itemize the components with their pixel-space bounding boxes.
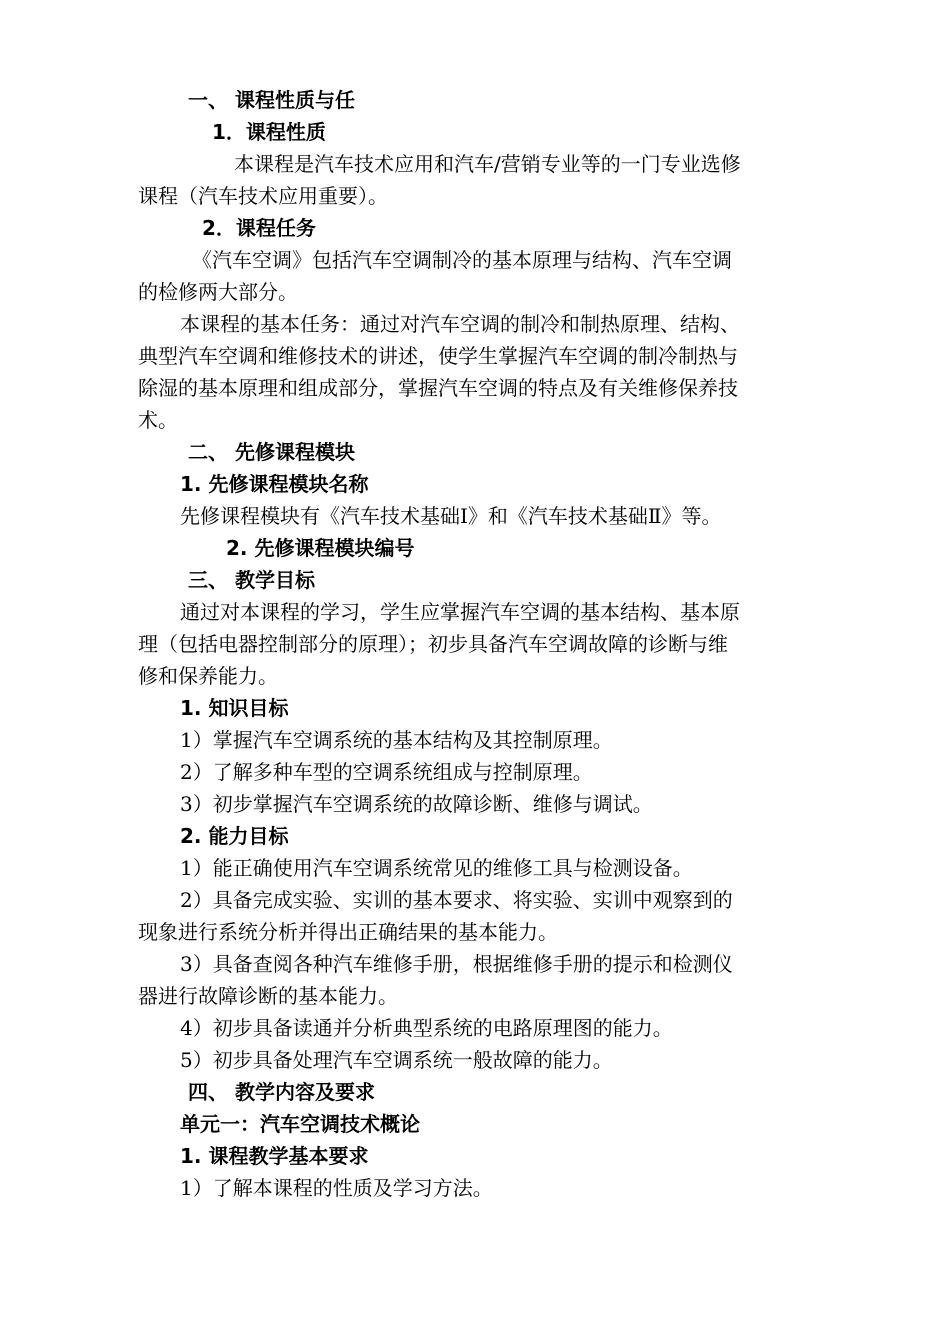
paragraph-line: 《汽车空调》包括汽车空调制冷的基本原理与结构、汽车空调 bbox=[192, 248, 732, 272]
paragraph-line: 课程（汽车技术应用重要）。 bbox=[138, 184, 388, 208]
paragraph-line: 先修课程模块有《汽车技术基础Ⅰ》和《汽车技术基础Ⅱ》等。 bbox=[180, 504, 722, 528]
subsection-prereq-name: 1. 先修课程模块名称 bbox=[180, 472, 369, 496]
list-item: 2）了解多种车型的空调系统组成与控制原理。 bbox=[180, 760, 593, 784]
paragraph-line: 的检修两大部分。 bbox=[138, 280, 298, 304]
section-4-heading: 四、 教学内容及要求 bbox=[188, 1080, 375, 1104]
paragraph-line: 术。 bbox=[138, 408, 178, 432]
subsection-prereq-code: 2. 先修课程模块编号 bbox=[226, 536, 415, 560]
list-item: 3）具备查阅各种汽车维修手册，根据维修手册的提示和检测仪 bbox=[180, 952, 733, 976]
subsection-basic-requirements: 1. 课程教学基本要求 bbox=[180, 1144, 369, 1168]
list-item: 4）初步具备读通并分析典型系统的电路原理图的能力。 bbox=[180, 1016, 673, 1040]
section-1-heading: 一、 课程性质与任 bbox=[188, 88, 355, 112]
list-item: 1）掌握汽车空调系统的基本结构及其控制原理。 bbox=[180, 728, 613, 752]
section-3-heading: 三、 教学目标 bbox=[188, 568, 315, 592]
list-item: 1）能正确使用汽车空调系统常见的维修工具与检测设备。 bbox=[180, 856, 693, 880]
subsection-course-nature: 1．课程性质 bbox=[212, 120, 326, 144]
list-item: 5）初步具备处理汽车空调系统一般故障的能力。 bbox=[180, 1048, 613, 1072]
subsection-ability-goals: 2. 能力目标 bbox=[180, 824, 289, 848]
paragraph-line: 本课程是汽车技术应用和汽车/营销专业等的一门专业选修 bbox=[234, 152, 741, 176]
paragraph-line: 典型汽车空调和维修技术的讲述，使学生掌握汽车空调的制冷制热与 bbox=[138, 344, 738, 368]
list-item: 3）初步掌握汽车空调系统的故障诊断、维修与调试。 bbox=[180, 792, 653, 816]
paragraph-line: 本课程的基本任务：通过对汽车空调的制冷和制热原理、结构、 bbox=[180, 312, 740, 336]
paragraph-line: 修和保养能力。 bbox=[138, 664, 278, 688]
subsection-knowledge-goals: 1. 知识目标 bbox=[180, 696, 289, 720]
list-item: 2）具备完成实验、实训的基本要求、将实验、实训中观察到的 bbox=[180, 888, 733, 912]
paragraph-line: 除湿的基本原理和组成部分，掌握汽车空调的特点及有关维修保养技 bbox=[138, 376, 738, 400]
paragraph-line: 理（包括电器控制部分的原理）；初步具备汽车空调故障的诊断与维 bbox=[138, 632, 728, 656]
section-2-heading: 二、 先修课程模块 bbox=[188, 440, 355, 464]
list-item: 1）了解本课程的性质及学习方法。 bbox=[180, 1176, 493, 1200]
subsection-course-task: 2．课程任务 bbox=[202, 216, 316, 240]
unit-1-heading: 单元一：汽车空调技术概论 bbox=[180, 1112, 420, 1136]
paragraph-line: 通过对本课程的学习，学生应掌握汽车空调的基本结构、基本原 bbox=[180, 600, 740, 624]
list-item-continuation: 现象进行系统分析并得出正确结果的基本能力。 bbox=[138, 920, 558, 944]
list-item-continuation: 器进行故障诊断的基本能力。 bbox=[138, 984, 398, 1008]
